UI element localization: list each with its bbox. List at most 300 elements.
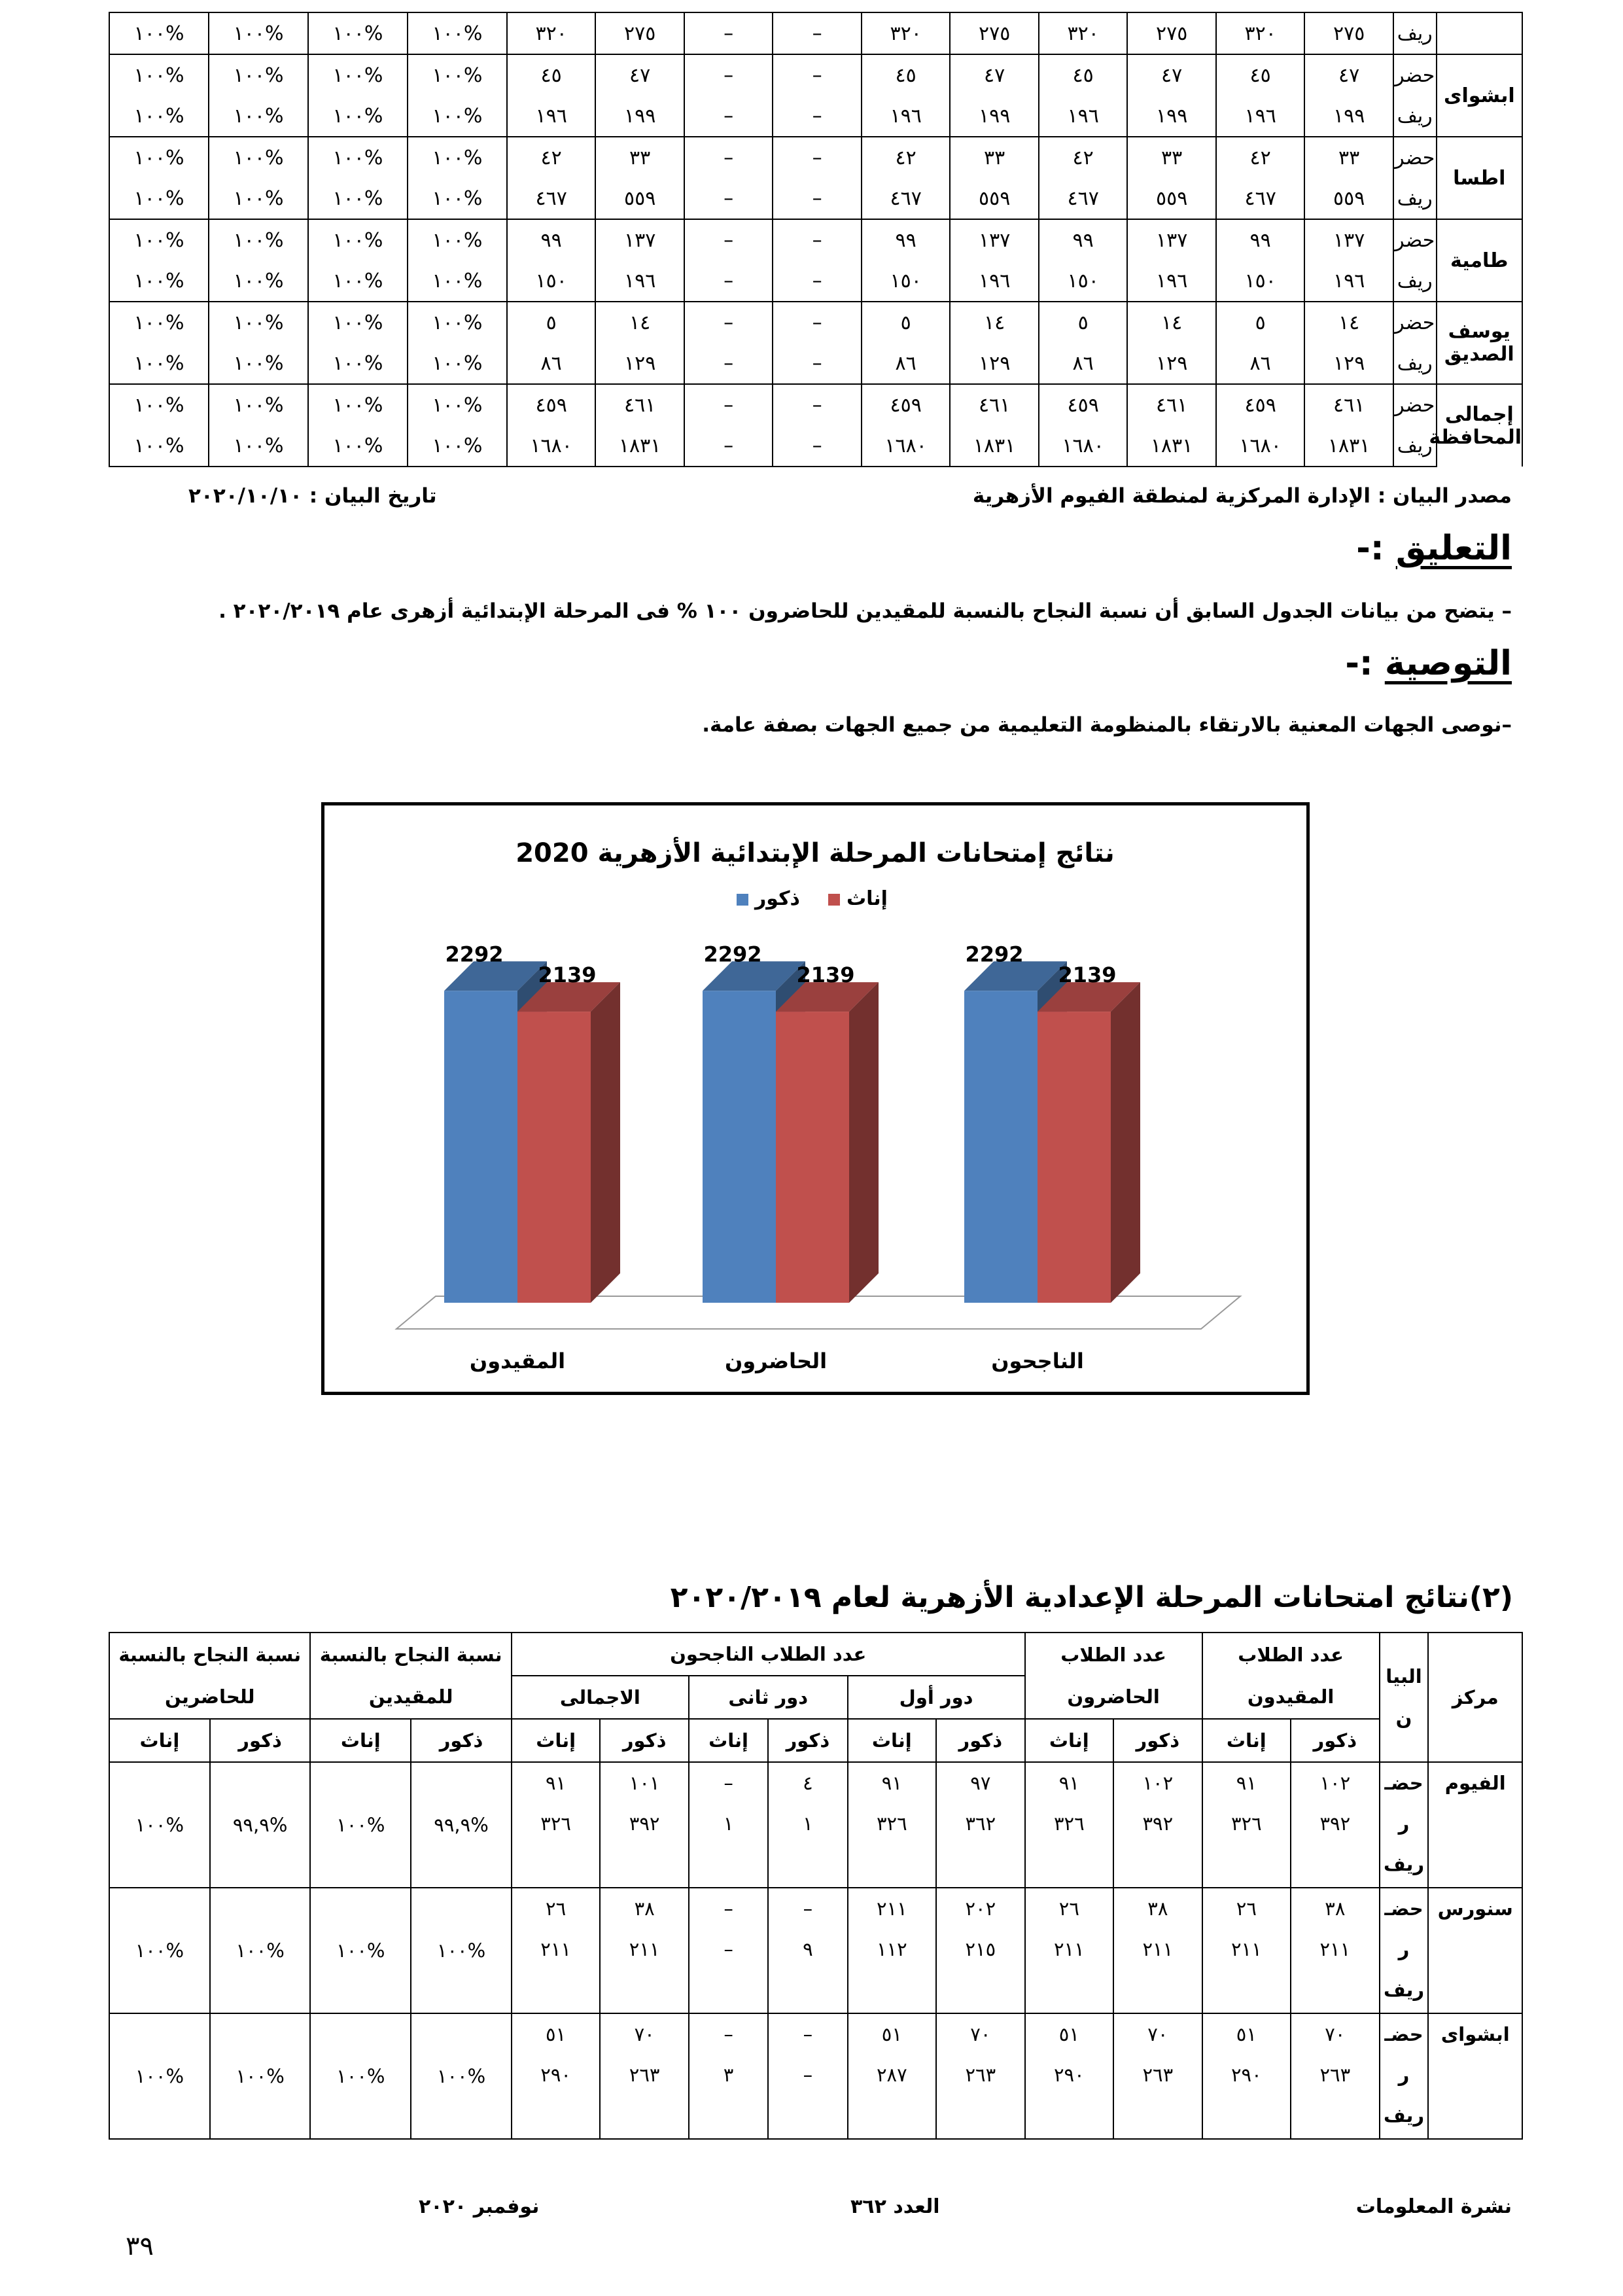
- table-cell: –: [684, 302, 773, 343]
- table-cell: ٣: [723, 2064, 734, 2086]
- table-cell: ١٢٩: [1127, 343, 1216, 384]
- table-cell: %١٠٠: [408, 96, 507, 137]
- table-cell: –: [773, 12, 862, 54]
- table-cell: ٢٩٠: [1230, 2064, 1262, 2086]
- table-cell: –: [684, 178, 773, 219]
- table-cell: ٣٢٠: [1216, 12, 1305, 54]
- footer-publication: نشرة المعلومات: [1355, 2195, 1512, 2218]
- table-cell: –: [773, 178, 862, 219]
- bar-side: [591, 982, 620, 1303]
- table-cell: ٥٥٩: [1127, 178, 1216, 219]
- table-row: [109, 219, 1522, 260]
- bar: [964, 991, 1038, 1303]
- table-row: [109, 302, 1522, 343]
- header-male: ذكور: [210, 1719, 311, 1762]
- primary-results-table: [109, 12, 1523, 467]
- row-label: ريف: [1393, 12, 1437, 54]
- table-cell: %١٠٠: [408, 343, 507, 384]
- table-cell: –: [724, 1938, 733, 1960]
- table-cell: ٤٦١: [1127, 384, 1216, 425]
- table-cell: ٢١١: [629, 1938, 660, 1960]
- table-cell: %١٠٠: [209, 178, 308, 219]
- footer-date: نوفمبر ٢٠٢٠: [419, 2195, 540, 2218]
- row-label: حضر: [1393, 384, 1437, 425]
- header-male: ذكور: [936, 1719, 1025, 1762]
- table-cell: %١٠٠: [209, 302, 308, 343]
- row-label: حضر: [1393, 302, 1437, 343]
- table-cell: –: [684, 425, 773, 467]
- table-cell: ١٢٩: [595, 343, 684, 384]
- table-cell: ١٦٨٠: [507, 425, 596, 467]
- table-cell: ٤٧: [1127, 54, 1216, 96]
- table-cell: ١٩٦: [1127, 260, 1216, 302]
- table-row: [109, 1762, 1522, 1888]
- table-row: [109, 2013, 1522, 2139]
- pct-cell: %١٠٠: [109, 2013, 210, 2139]
- table-row: [109, 96, 1522, 137]
- row-label: ر: [1398, 2064, 1410, 2086]
- table-cell: ٤٥: [1216, 54, 1305, 96]
- table-cell: ١: [723, 1812, 734, 1835]
- table-cell: %١٠٠: [109, 12, 209, 54]
- table-cell: ١٣٧: [1127, 219, 1216, 260]
- table-cell: ٧٠: [970, 2023, 991, 2045]
- table-cell: %١٠٠: [209, 384, 308, 425]
- table-cell: ٣٢٦: [540, 1812, 571, 1835]
- table-cell: ٣٢٦: [1053, 1812, 1085, 1835]
- header-enrolled: عدد الطلاب المقيدون: [1202, 1633, 1380, 1719]
- table-cell: ١٨٣١: [1304, 425, 1393, 467]
- header-female: إناث: [1202, 1719, 1291, 1762]
- table-cell: ١٦٨٠: [862, 425, 951, 467]
- table-cell: ٢٩٠: [540, 2064, 571, 2086]
- table-cell: ٤٢: [1216, 137, 1305, 178]
- table-cell: ٨٦: [862, 343, 951, 384]
- table-cell: –: [684, 343, 773, 384]
- table-cell: ٣٣: [1304, 137, 1393, 178]
- table-cell: ٥١: [1236, 2023, 1257, 2045]
- page-number: ٣٩: [126, 2231, 154, 2261]
- table-cell: ٥١: [881, 2023, 902, 2045]
- table-cell: ٩١: [546, 1772, 567, 1794]
- table-cell: ١٨٣١: [1127, 425, 1216, 467]
- row-name: طامية: [1437, 219, 1522, 302]
- table-cell: ١٠٢: [1142, 1772, 1174, 1794]
- table-cell: ٢٦٣: [629, 2064, 660, 2086]
- table-cell: –: [773, 343, 862, 384]
- table-cell: ١٤: [1127, 302, 1216, 343]
- table-cell: %١٠٠: [308, 137, 408, 178]
- table-cell: –: [773, 137, 862, 178]
- table-cell: ٤٦١: [1304, 384, 1393, 425]
- table-cell: ٥: [1216, 302, 1305, 343]
- table-cell: ١١٢: [876, 1938, 907, 1960]
- table-cell: ١٠٢: [1319, 1772, 1351, 1794]
- row-name: ابشواى: [1437, 54, 1522, 137]
- legend-swatch: [737, 894, 748, 906]
- row-name: سنورس: [1437, 1898, 1513, 1920]
- table-cell: ٣٣: [950, 137, 1039, 178]
- pct-cell: %٩٩,٩: [411, 1762, 512, 1888]
- data-label: 2139: [1058, 963, 1117, 988]
- table-cell: ٥٥٩: [950, 178, 1039, 219]
- row-label: ريف: [1393, 425, 1437, 467]
- pct-cell: %١٠٠: [210, 2013, 311, 2139]
- table-cell: –: [773, 302, 862, 343]
- table-cell: %١٠٠: [408, 384, 507, 425]
- pct-cell: %١٠٠: [210, 1888, 311, 2013]
- table-cell: %١٠٠: [308, 343, 408, 384]
- table-cell: –: [684, 260, 773, 302]
- row-label: ريف: [1383, 1853, 1425, 1875]
- table-cell: ١٩٩: [595, 96, 684, 137]
- table-cell: –: [773, 54, 862, 96]
- header-female: إناث: [310, 1719, 411, 1762]
- table-cell: ١٦٨٠: [1039, 425, 1128, 467]
- table-cell: %١٠٠: [109, 178, 209, 219]
- header-male: ذكور: [1113, 1719, 1202, 1762]
- primary-results-chart: [321, 802, 1310, 1395]
- table-cell: ٧٠: [1325, 2023, 1346, 2045]
- row-label: حضـ: [1384, 1772, 1423, 1794]
- data-label: 2292: [445, 942, 504, 967]
- table-cell: ٨٦: [1039, 343, 1128, 384]
- table-cell: ٢٩٠: [1053, 2064, 1085, 2086]
- header-second-round: دور ثانى: [689, 1676, 848, 1719]
- table-cell: ١٣٧: [595, 219, 684, 260]
- pct-cell: %١٠٠: [411, 2013, 512, 2139]
- table-cell: ٤٥٩: [1039, 384, 1128, 425]
- header-passed: عدد الطلاب الناجحون: [512, 1633, 1025, 1676]
- table-cell: %١٠٠: [408, 425, 507, 467]
- table-cell: %١٠٠: [408, 219, 507, 260]
- table-cell: %١٠٠: [308, 54, 408, 96]
- recommendation-heading: التوصية :-: [1345, 644, 1512, 683]
- table-cell: ٢٧٥: [950, 12, 1039, 54]
- table-cell: ٥١: [1058, 2023, 1079, 2045]
- table-cell: ٢١١: [540, 1938, 571, 1960]
- header-female: إناث: [1025, 1719, 1114, 1762]
- table-row: [109, 54, 1522, 96]
- chart-title: نتائج إمتحانات المرحلة الإبتدائية الأزهرية 2020: [515, 838, 1115, 868]
- table-cell: ٤٧: [950, 54, 1039, 96]
- row-label: ر: [1398, 1812, 1410, 1835]
- table-cell: ٥: [507, 302, 596, 343]
- header-female: إناث: [109, 1719, 210, 1762]
- table-cell: ٢٦: [1236, 1898, 1257, 1920]
- row-label: حضر: [1393, 137, 1437, 178]
- header-pct-enrolled: نسبة النجاح بالنسبة للمقيدين: [310, 1633, 511, 1719]
- table-cell: –: [684, 384, 773, 425]
- category-label: الناجحون: [991, 1349, 1084, 1373]
- table-cell: ٢٧٥: [595, 12, 684, 54]
- row-label: ريف: [1393, 343, 1437, 384]
- table-cell: %١٠٠: [209, 219, 308, 260]
- table-cell: ١٩٦: [595, 260, 684, 302]
- table-cell: ٥٥٩: [1304, 178, 1393, 219]
- table-cell: ٩: [803, 1938, 813, 1960]
- row-label: حضر: [1393, 219, 1437, 260]
- header-female: إناث: [848, 1719, 937, 1762]
- comment-text: – يتضح من بيانات الجدول السابق أن نسبة النجاح بالنسبة للمقيدين للحاضرون ١٠٠ % فى المرحلة الإبتدائية أزهرى عام ٢٠٢٠/٢٠١٩ .: [218, 599, 1512, 623]
- pct-cell: %١٠٠: [411, 1888, 512, 2013]
- table-row: [109, 178, 1522, 219]
- data-label: 2139: [538, 963, 597, 988]
- source-text: مصدر البيان : الإدارة المركزية لمنطقة الفيوم الأزهرية: [972, 484, 1512, 508]
- header-male: ذكور: [1291, 1719, 1380, 1762]
- table-row: [109, 12, 1522, 54]
- table-cell: ١٣٧: [1304, 219, 1393, 260]
- pct-cell: %٩٩,٩: [210, 1762, 311, 1888]
- table-cell: ١٨٣١: [950, 425, 1039, 467]
- category-label: المقيدون: [469, 1349, 566, 1373]
- table-cell: ٢٦: [546, 1898, 567, 1920]
- table-cell: ١٥٠: [1039, 260, 1128, 302]
- table-cell: %١٠٠: [209, 54, 308, 96]
- table-row: [109, 425, 1522, 467]
- table-cell: ٤٦٧: [1039, 178, 1128, 219]
- data-label: 2292: [703, 942, 762, 967]
- header-markaz: مركز: [1428, 1633, 1522, 1762]
- table-cell: ١٥٠: [1216, 260, 1305, 302]
- table-cell: ١٠١: [629, 1772, 660, 1794]
- table-cell: ٤٦٧: [1216, 178, 1305, 219]
- table-cell: ١٩٦: [950, 260, 1039, 302]
- table-cell: –: [803, 2023, 813, 2045]
- table-cell: –: [773, 384, 862, 425]
- table-cell: ٩٩: [862, 219, 951, 260]
- legend-label: إناث: [846, 887, 888, 910]
- row-label: حضـ: [1384, 1898, 1423, 1920]
- table-cell: ٧٠: [634, 2023, 655, 2045]
- table-cell: %١٠٠: [209, 343, 308, 384]
- pct-cell: %١٠٠: [109, 1762, 210, 1888]
- table-cell: ٣٣: [1127, 137, 1216, 178]
- row-label: ريف: [1383, 2104, 1425, 2127]
- table-cell: ٢١١: [1142, 1938, 1174, 1960]
- table-cell: ٢٦٣: [1142, 2064, 1174, 2086]
- table-cell: ١٩٩: [1304, 96, 1393, 137]
- footer-issue: العدد ٣٦٢: [850, 2195, 940, 2218]
- table-cell: %١٠٠: [109, 343, 209, 384]
- table-cell: %١٠٠: [408, 302, 507, 343]
- table-cell: %١٠٠: [308, 219, 408, 260]
- table-cell: ٤٢: [1039, 137, 1128, 178]
- table-row: [109, 137, 1522, 178]
- table-cell: ٤٥٩: [1216, 384, 1305, 425]
- table-cell: %١٠٠: [408, 54, 507, 96]
- table-cell: %١٠٠: [308, 178, 408, 219]
- table-cell: ٣٢٠: [507, 12, 596, 54]
- table-cell: ٣٩٢: [629, 1812, 660, 1835]
- row-label: ريف: [1383, 1979, 1425, 2001]
- table-cell: –: [773, 260, 862, 302]
- table-cell: ١٥٠: [507, 260, 596, 302]
- table-cell: ٢٦٣: [1319, 2064, 1351, 2086]
- data-label: 2292: [965, 942, 1024, 967]
- table-cell: %١٠٠: [109, 384, 209, 425]
- table-cell: ١٥٠: [862, 260, 951, 302]
- table-cell: ١: [803, 1812, 813, 1835]
- table-row: [109, 384, 1522, 425]
- table-cell: ٢٦: [1058, 1898, 1079, 1920]
- bar: [444, 991, 517, 1303]
- table-cell: –: [684, 219, 773, 260]
- pct-cell: %١٠٠: [310, 1762, 411, 1888]
- bar-side: [849, 982, 879, 1303]
- table-cell: ٥: [1039, 302, 1128, 343]
- table-cell: –: [684, 96, 773, 137]
- table-cell: –: [684, 54, 773, 96]
- bar-side: [1111, 982, 1140, 1303]
- table-cell: ٣٦٢: [965, 1812, 996, 1835]
- table-cell: %١٠٠: [308, 302, 408, 343]
- header-present: عدد الطلاب الحاضرون: [1025, 1633, 1202, 1719]
- table-cell: –: [803, 2064, 813, 2086]
- category-label: الحاضرون: [724, 1349, 828, 1373]
- table-cell: %١٠٠: [308, 384, 408, 425]
- header-total: الاجمالى: [512, 1676, 689, 1719]
- table-cell: ٣٨: [1325, 1898, 1346, 1920]
- legend-swatch: [828, 894, 840, 906]
- table-cell: ١٩٦: [862, 96, 951, 137]
- table-cell: %١٠٠: [408, 260, 507, 302]
- row-label: ريف: [1393, 260, 1437, 302]
- pct-cell: %١٠٠: [310, 1888, 411, 2013]
- table-cell: ٥: [862, 302, 951, 343]
- data-label: 2139: [796, 963, 855, 988]
- table-cell: %١٠٠: [109, 219, 209, 260]
- header-male: ذكور: [768, 1719, 847, 1762]
- table-cell: ٧٠: [1147, 2023, 1168, 2045]
- header-female: إناث: [689, 1719, 768, 1762]
- table-cell: %١٠٠: [308, 260, 408, 302]
- table-cell: ٤٦١: [595, 384, 684, 425]
- table-cell: ٤٥٩: [862, 384, 951, 425]
- table-cell: ٤: [803, 1772, 813, 1794]
- table-cell: ٤٦٧: [507, 178, 596, 219]
- table-cell: %١٠٠: [109, 425, 209, 467]
- row-name: ابشواى: [1440, 2023, 1510, 2045]
- table-cell: –: [803, 1898, 813, 1920]
- table-cell: %١٠٠: [209, 425, 308, 467]
- row-name: إجمالى المحافظة: [1437, 384, 1522, 467]
- row-label: حضر: [1393, 54, 1437, 96]
- table-cell: %١٠٠: [109, 54, 209, 96]
- table-cell: ٣٨: [634, 1898, 655, 1920]
- table-cell: ٩٩: [1039, 219, 1128, 260]
- table-cell: ٣٢٦: [876, 1812, 907, 1835]
- table-cell: ٤٢: [507, 137, 596, 178]
- table-cell: ٥٥٩: [595, 178, 684, 219]
- table-cell: %١٠٠: [109, 302, 209, 343]
- table-cell: ٩٩: [1216, 219, 1305, 260]
- table-cell: ٣٢٠: [862, 12, 951, 54]
- table-cell: ١٤: [950, 302, 1039, 343]
- table-cell: %١٠٠: [408, 178, 507, 219]
- table-cell: ١٩٩: [950, 96, 1039, 137]
- table-cell: ٤٢: [862, 137, 951, 178]
- table-cell: ١٣٧: [950, 219, 1039, 260]
- header-bayan: البيا ن: [1380, 1633, 1429, 1762]
- header-first-round: دور أول: [848, 1676, 1025, 1719]
- legend-label: ذكور: [755, 887, 800, 910]
- comment-heading: التعليق :-: [1356, 529, 1512, 568]
- table-cell: –: [724, 2023, 733, 2045]
- section2-title: (٢)نتائج امتحانات المرحلة الإعدادية الأزهرية لعام ٢٠٢٠/٢٠١٩: [670, 1581, 1513, 1614]
- table-cell: ١٦٨٠: [1216, 425, 1305, 467]
- row-name: يوسف الصديق: [1437, 302, 1522, 384]
- table-cell: %١٠٠: [408, 12, 507, 54]
- table-cell: ٢١١: [1230, 1938, 1262, 1960]
- table-cell: ١٩٩: [1127, 96, 1216, 137]
- table-cell: ٤٦٧: [862, 178, 951, 219]
- table-cell: ١٩٦: [1304, 260, 1393, 302]
- table-cell: %١٠٠: [209, 260, 308, 302]
- pct-cell: %١٠٠: [310, 2013, 411, 2139]
- table-row: [109, 260, 1522, 302]
- pct-cell: %١٠٠: [109, 1888, 210, 2013]
- table-cell: –: [684, 137, 773, 178]
- row-label: ر: [1398, 1938, 1410, 1960]
- row-label: ريف: [1393, 178, 1437, 219]
- data-date: تاريخ البيان : ٢٠٢٠/١٠/١٠: [188, 484, 437, 508]
- table-cell: ٤٥: [507, 54, 596, 96]
- table-cell: ٨٦: [507, 343, 596, 384]
- table-cell: ٣٩٢: [1142, 1812, 1174, 1835]
- table-cell: –: [684, 12, 773, 54]
- table-cell: ٢١١: [1053, 1938, 1085, 1960]
- table-cell: ٢٦٣: [965, 2064, 996, 2086]
- table-cell: ١٨٣١: [595, 425, 684, 467]
- table-cell: ٣٣: [595, 137, 684, 178]
- table-cell: ١٢٩: [1304, 343, 1393, 384]
- table-cell: %١٠٠: [209, 12, 308, 54]
- table-cell: ٢١١: [876, 1898, 907, 1920]
- recommendation-text: –نوصى الجهات المعنية بالارتقاء بالمنظومة التعليمية من جميع الجهات بصفة عامة.: [702, 713, 1512, 737]
- table-row: [109, 1888, 1522, 2013]
- table-cell: ١٤: [595, 302, 684, 343]
- bar: [1038, 1012, 1111, 1303]
- table-cell: ٤٦١: [950, 384, 1039, 425]
- header-pct-present: نسبة النجاح بالنسبة للحاضرين: [109, 1633, 310, 1719]
- table-cell: ٤٥: [1039, 54, 1128, 96]
- table-cell: ٩١: [881, 1772, 902, 1794]
- table-cell: ٢٨٧: [876, 2064, 907, 2086]
- table-cell: %١٠٠: [109, 96, 209, 137]
- table-cell: ٤٧: [1304, 54, 1393, 96]
- table-cell: ٩٩: [507, 219, 596, 260]
- table-cell: ٣٢٦: [1230, 1812, 1262, 1835]
- table-cell: ٢١١: [1319, 1938, 1351, 1960]
- table-cell: ١٢٩: [950, 343, 1039, 384]
- table-cell: %١٠٠: [308, 12, 408, 54]
- table-cell: ٨٦: [1216, 343, 1305, 384]
- table-cell: %١٠٠: [308, 96, 408, 137]
- table-cell: –: [773, 96, 862, 137]
- row-name: الفيوم: [1444, 1772, 1506, 1794]
- preparatory-results-table: [109, 1632, 1523, 2140]
- table-cell: %١٠٠: [408, 137, 507, 178]
- table-cell: ١٩٦: [507, 96, 596, 137]
- bar: [703, 991, 776, 1303]
- table-cell: ١٩٦: [1216, 96, 1305, 137]
- table-cell: ٢١٥: [965, 1938, 996, 1960]
- table-cell: %١٠٠: [308, 425, 408, 467]
- bar: [517, 1012, 591, 1303]
- table-cell: –: [724, 1898, 733, 1920]
- table-cell: ١٤: [1304, 302, 1393, 343]
